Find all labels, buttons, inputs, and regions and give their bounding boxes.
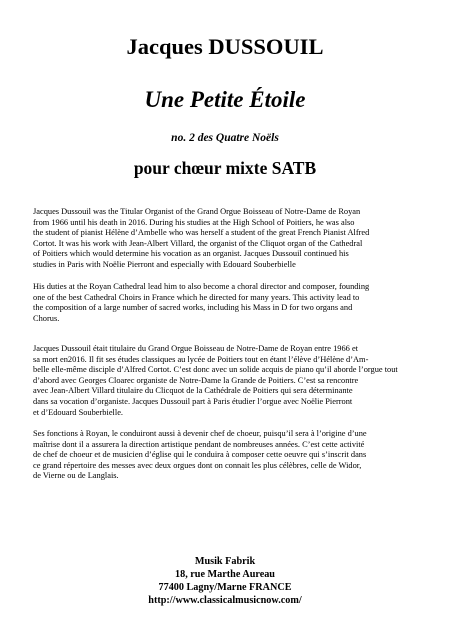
publisher-street: 18, rue Marthe Aureau [175,569,275,580]
text-line: d’abord avec Georges Cloarec organiste de Notre-Dame la Grande de Poitiers. C’est sa rencontre [33,375,359,385]
text-line: from 1966 until his death in 2016. During his studies at the High School of Poitiers, he was also [33,217,355,227]
text-line: de Vierne ou de Langlais. [33,471,119,481]
piece-title: Une Petite Étoile [144,87,306,112]
text-line: one of the best Cathedral Choirs in France which he directed for many years. This activity lead to [33,292,360,302]
text-line: sa mort en2016. Il fit ses études classiques au lycée de Poitiers tout en étant l’élève d’Hélène d’Am- [33,354,369,364]
biography-paragraph-en-2 [33,282,433,324]
publisher-name: Musik Fabrik [194,556,256,567]
text-line: Jacques Dussouil était titulaire du Grand Orgue Boisseau de Notre-Dame de Royan entre 1966 et [33,344,358,353]
text-line: Cortot. It was his work with Jean-Albert Villard, the organist of the Cliquot organ of the Cathedral [33,238,363,248]
text-line: Jacques Dussouil was the Titular Organist of the Grand Orgue Boisseau of Notre-Dame de Royan [33,207,361,216]
biography-paragraph-en-1 [33,207,433,271]
publisher-url: http://www.classicalmusicnow.com/ [148,595,302,606]
text-line: of Poitiers which would determine his vocation as an organist. Jacques Dussouil continued his [33,249,349,259]
publisher-block [0,555,450,607]
text-line: His duties at the Royan Cathedral lead him to also become a choral director and composer, founding [33,282,370,291]
text-line: de chef de choeur et de musicien d’église qui le conduira à composer cette oeuvre qui s’inscrit dans [33,450,367,460]
composer-name: Jacques DUSSOUIL [126,34,324,59]
text-line: et d’Edouard Souberbielle. [33,407,124,417]
publisher-city: 77400 Lagny/Marne FRANCE [158,582,292,593]
biography-paragraph-fr-1 [33,344,433,418]
text-line: avec Jean-Albert Villard titulaire du Clicquot de la Cathédrale de Poitiers qui sera déterminante [33,386,353,396]
text-line: the student of pianist Hélène d’Ambelle who was herself a student of the great French Pianist Alfred [33,228,370,238]
text-line: Chorus. [33,313,60,323]
scoring-line: pour chœur mixte SATB [133,158,317,178]
text-line: the composition of a large number of sacred works, including his Mass in D for two organs and [33,303,353,313]
text-line: studies in Paris with Noëlie Pierront and especially with Edouard Souberbielle [33,259,296,269]
piece-subtitle: no. 2 des Quatre Noëls [171,132,279,144]
text-line: Ses fonctions à Royan, le conduiront aussi à devenir chef de choeur, puisqu’il sera à l’origine d’une [33,429,367,438]
text-line: maîtrise dont il a assurera la direction artistique pendant de nombreuses années. C’est cette activité [33,439,365,449]
text-line: belle elle-même disciple d’Alfred Cortot. C’est donc avec un solide acquis de piano qu’il aborde l’orgue tout [33,365,398,375]
text-line: ce grand répertoire des messes avec deux orgues dont on connait les plus célèbres, celle de Widor, [33,460,362,470]
biography-paragraph-fr-2 [33,429,433,482]
text-line: dans sa vocation d’organiste. Jacques Dussouil part à Paris étudier l’orgue avec Noëlie Pierront [33,396,353,406]
